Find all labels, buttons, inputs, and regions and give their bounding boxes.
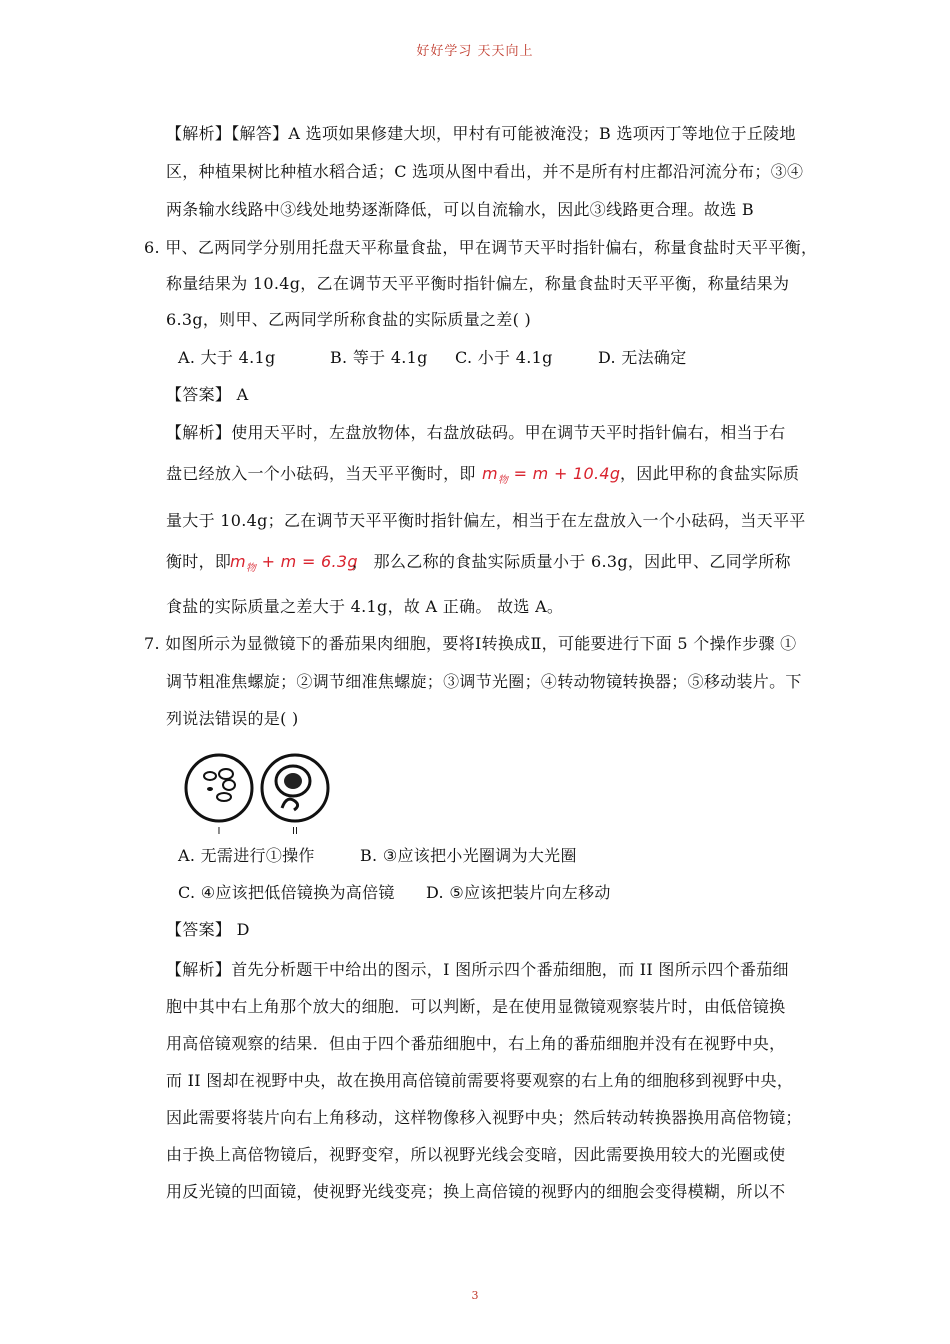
option-a: A. 大于 4.1g: [178, 348, 276, 367]
text-line: 由于换上高倍物镜后，视野变窄，所以视野光线会变暗，因此需要换用较大的光圈或使: [166, 1145, 786, 1164]
formula-2: $m_物 + m = 6.3g$: [230, 552, 358, 575]
text-line: 两条输水线路中③线处地势逐渐降低，可以自流输水，因此③线路更合理。故选 B: [166, 200, 754, 219]
question-6: 6. 甲、乙两同学分别用托盘天平称量食盐，甲在调节天平时指针偏右，称量食盐时天平平衡，: [144, 238, 818, 257]
text-line: 而 II 图却在视野中央，故在换用高倍镜前需要将要观察的右上角的细胞移到视野中央，: [166, 1071, 794, 1090]
page-header: 好好学习 天天向上: [416, 44, 534, 59]
option-a: A. 无需进行①操作: [178, 846, 315, 865]
text-line: 食盐的实际质量之差大于 4.1g，故 A 正确。 故选 A。: [166, 597, 564, 616]
text-line: 衡时，即: [166, 552, 232, 571]
text-line: ， 那么乙称的食盐实际质量小于 6.3g，因此甲、乙同学所称: [352, 552, 791, 571]
page-number: 3: [471, 1289, 479, 1302]
formula-1: $m_物 = m + 10.4g$: [482, 464, 621, 487]
option-b: B. 等于 4.1g: [330, 348, 428, 367]
option-d: D. ⑤应该把装片向左移动: [426, 883, 611, 902]
text-line: 【解析】使用天平时，左盘放物体，右盘放砝码。甲在调节天平时指针偏右，相当于右: [166, 423, 786, 442]
text-line: 称量结果为 10.4g，乙在调节天平平衡时指针偏左，称量食盐时天平平衡，称量结果为: [166, 274, 790, 293]
option-d: D. 无法确定: [598, 348, 687, 367]
text-line: 【解析】首先分析题干中给出的图示，I 图所示四个番茄细胞，而 II 图所示四个番茄细: [166, 960, 789, 979]
svg-text:II: II: [292, 826, 298, 836]
text-line: 【解析】【解答】A 选项如果修建大坝，甲村有可能被淹没；B 选项丙丁等地位于丘陵地: [166, 124, 796, 143]
text-line: 调节粗准焦螺旋；②调节细准焦螺旋；③调节光圈；④转动物镜转换器；⑤移动装片。下: [166, 672, 802, 691]
option-c: C. ④应该把低倍镜换为高倍镜: [178, 883, 395, 902]
svg-text:I: I: [217, 826, 221, 836]
option-b: B. ③应该把小光圈调为大光圈: [360, 846, 577, 865]
microscope-figure: [182, 750, 336, 836]
text-line: 盘已经放入一个小砝码，当天平平衡时，即: [166, 464, 476, 483]
text-line: ，因此甲称的食盐实际质: [620, 464, 800, 483]
text-line: 量大于 10.4g；乙在调节天平平衡时指针偏左，相当于在左盘放入一个小砝码，当天平平: [166, 511, 806, 530]
option-c: C. 小于 4.1g: [455, 348, 553, 367]
text-line: 因此需要将装片向右上角移动，这样物像移入视野中央；然后转动转换器换用高倍物镜；: [166, 1108, 802, 1127]
text-line: 列说法错误的是( ): [166, 709, 299, 728]
answer-label: 【答案】 A: [166, 385, 249, 404]
text-line: 用高倍镜观察的结果．但由于四个番茄细胞中，右上角的番茄细胞并没有在视野中央，: [166, 1034, 786, 1053]
text-line: 6.3g，则甲、乙两同学所称食盐的实际质量之差( ): [166, 310, 532, 329]
question-7: 7. 如图所示为显微镜下的番茄果肉细胞，要将Ⅰ转换成Ⅱ，可能要进行下面 5 个操作步骤 ①: [144, 634, 797, 653]
text-line: 用反光镜的凹面镜，使视野光线变亮；换上高倍镜的视野内的细胞会变得模糊，所以不: [166, 1182, 786, 1201]
text-line: 胞中其中右上角那个放大的细胞．可以判断，是在使用显微镜观察装片时，由低倍镜换: [166, 997, 786, 1016]
text-line: 区，种植果树比种植水稻合适；C 选项从图中看出，并不是所有村庄都沿河流分布；③④: [166, 162, 804, 181]
answer-label: 【答案】 D: [166, 920, 250, 939]
